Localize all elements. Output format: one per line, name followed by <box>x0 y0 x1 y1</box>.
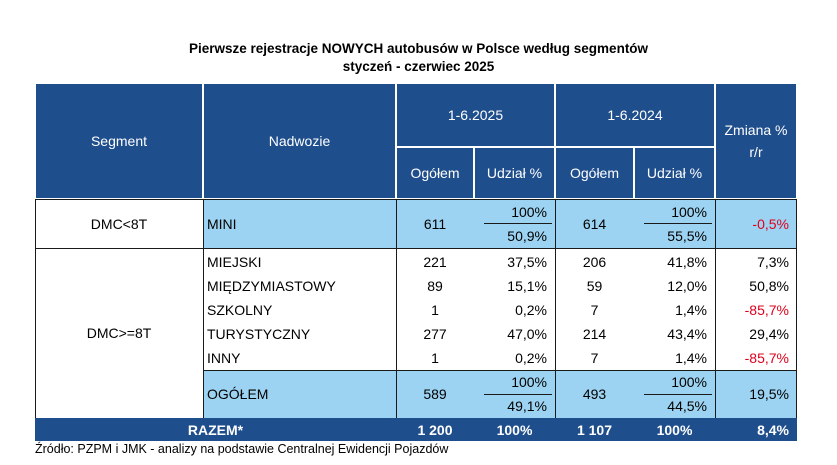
registrations-table <box>35 83 797 441</box>
razem-share-2025: 100% <box>474 418 555 441</box>
row-share-2024: 1,4% <box>675 350 707 366</box>
row-value-2025: 1 <box>431 302 439 318</box>
page-subtitle: styczeń - czerwiec 2025 <box>342 59 495 74</box>
row-zmiana: 50,8% <box>749 278 789 294</box>
mini-share-top-2025: 100% <box>474 199 555 224</box>
fraction-line <box>484 394 552 395</box>
ogolem-share-bottom-2025: 49,1% <box>474 394 555 418</box>
mini-share-bottom-2024: 55,5% <box>634 224 715 248</box>
ogolem-zmiana: 19,5% <box>715 370 797 418</box>
row-value-2025: 221 <box>423 254 447 270</box>
row-zmiana: 7,3% <box>757 254 789 270</box>
header-nadwozie: Nadwozie <box>203 83 396 199</box>
segment-big: DMC>=8T <box>86 325 152 341</box>
divider <box>35 199 797 200</box>
row-value-2025: 89 <box>427 278 443 294</box>
row-value-2024: 7 <box>590 350 599 366</box>
header-zmiana: Zmiana % r/r <box>715 83 797 199</box>
divider <box>203 199 204 418</box>
row-nadwozie: TURYSTYCZNY <box>207 326 311 342</box>
source-note: Źródło: PZPM i JMK - analizy na podstawie Centralnej Ewidencji Pojazdów <box>35 442 449 456</box>
divider <box>715 199 716 418</box>
ogolem-value-2024: 493 <box>555 370 634 418</box>
segment-mini: DMC<8T <box>90 215 148 232</box>
divider <box>796 199 797 418</box>
header-segment: Segment <box>35 83 203 199</box>
header-ogolem-2024: Ogółem <box>555 147 634 199</box>
mini-share-bottom-2025: 50,9% <box>474 224 555 248</box>
ogolem-share-top-2024: 100% <box>634 370 715 394</box>
razem-share-2024: 100% <box>634 418 715 441</box>
row-share-2024: 1,4% <box>675 302 707 318</box>
row-value-2025: 277 <box>423 326 447 342</box>
header-udzial-2025: Udział % <box>474 147 555 199</box>
mini-share-top-2024: 100% <box>634 199 715 224</box>
nadwozie-mini: MINI <box>203 199 396 248</box>
divider <box>35 248 797 249</box>
fraction-line <box>644 223 712 224</box>
row-value-2024: 59 <box>586 278 603 294</box>
row-nadwozie: SZKOLNY <box>207 302 273 318</box>
row-value-2024: 214 <box>582 326 607 342</box>
mini-value-2025: 611 <box>396 199 474 248</box>
row-share-2025: 37,5% <box>507 254 547 270</box>
row-zmiana: 29,4% <box>749 326 789 342</box>
row-zmiana: -85,7% <box>744 350 789 366</box>
divider <box>35 199 36 418</box>
header-udzial-2024: Udział % <box>634 147 715 199</box>
razem-label: RAZEM* <box>35 418 396 441</box>
header-period-2024: 1-6.2024 <box>555 83 715 147</box>
row-value-2024: 206 <box>582 254 607 270</box>
mini-value-2024: 614 <box>555 199 634 248</box>
row-nadwozie: MIEJSKI <box>207 254 262 270</box>
fraction-line <box>644 394 712 395</box>
ogolem-share-bottom-2024: 44,5% <box>634 394 715 418</box>
ogolem-share-top-2025: 100% <box>474 370 555 394</box>
razem-zmiana: 8,4% <box>715 418 797 441</box>
nadwozie-ogolem: OGÓŁEM <box>203 370 396 418</box>
row-nadwozie: INNY <box>207 350 241 366</box>
razem-value-2024: 1 107 <box>555 418 634 441</box>
row-share-2024: 43,4% <box>667 326 707 342</box>
page-title: Pierwsze rejestracje NOWYCH autobusów w Polsce według segmentów <box>188 41 649 56</box>
ogolem-value-2025: 589 <box>396 370 474 418</box>
row-share-2024: 12,0% <box>667 278 707 294</box>
row-nadwozie: MIĘDZYMIASTOWY <box>207 278 336 294</box>
row-zmiana: -85,7% <box>744 302 789 318</box>
row-value-2025: 1 <box>431 350 439 366</box>
row-share-2025: 0,2% <box>515 302 547 318</box>
row-share-2025: 47,0% <box>507 326 547 342</box>
mini-zmiana: -0,5% <box>715 199 797 248</box>
row-share-2024: 41,8% <box>667 254 707 270</box>
header-ogolem-2025: Ogółem <box>396 147 474 199</box>
header-period-2025: 1-6.2025 <box>396 83 555 147</box>
razem-value-2025: 1 200 <box>396 418 474 441</box>
row-share-2025: 15,1% <box>507 278 547 294</box>
divider <box>203 370 797 371</box>
divider <box>396 199 397 418</box>
fraction-line <box>484 223 552 224</box>
divider <box>555 199 556 418</box>
row-share-2025: 0,2% <box>515 350 547 366</box>
row-value-2024: 7 <box>590 302 599 318</box>
